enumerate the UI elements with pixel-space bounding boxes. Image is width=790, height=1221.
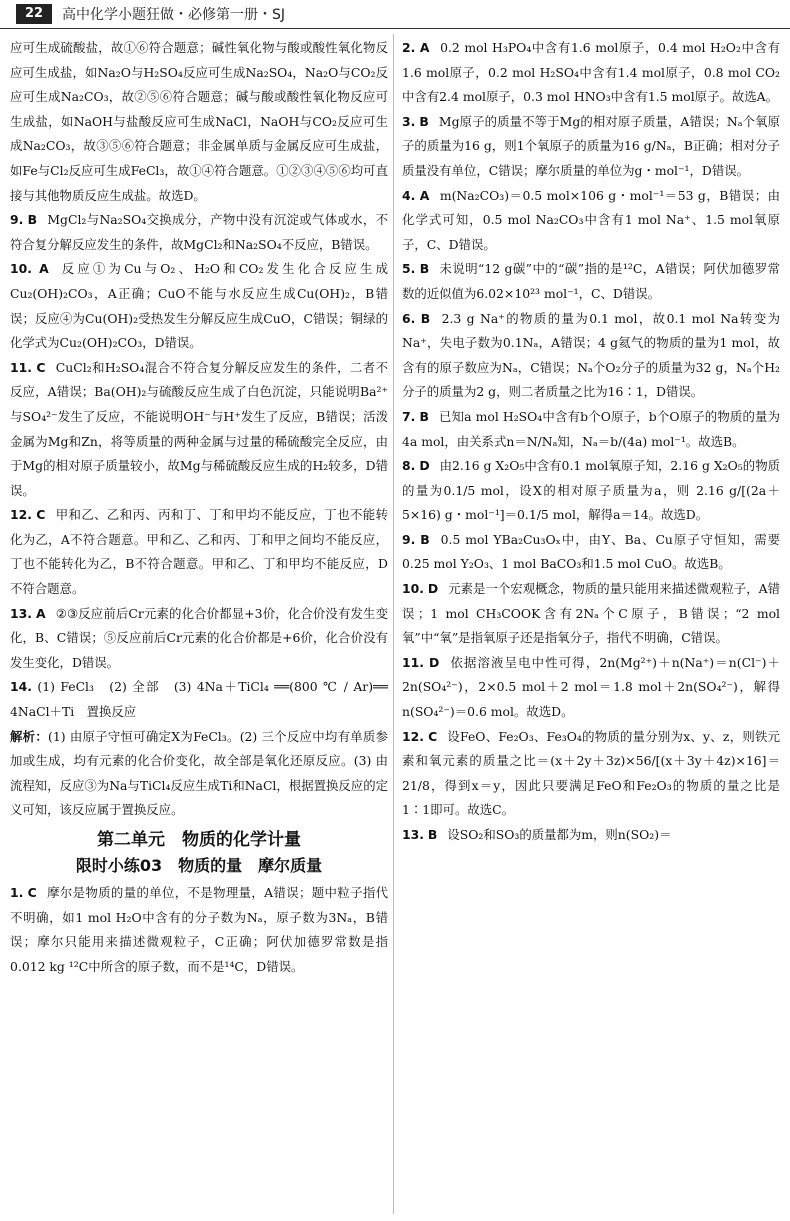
answer-text: CuCl₂和H₂SO₄混合不符合复分解反应发生的条件，二者不反应，A错误；Ba(OH)₂与硫酸反应生成了白色沉淀，只能说明Ba²⁺与SO₄²⁻发生了反应，不能说明OH⁻与H⁺发生了反应，B错误；活泼金属为Mg和Zn，将等质量的两种金属与过量的稀硫酸完全反应，由于Mg的相对原子质量较小，故Mg与稀硫酸反应生成的H₂较多，D错误。: [10, 359, 388, 498]
explanation-14: [10, 725, 388, 823]
answer-text: 0.5 mol YBa₂Cu₃Oₓ中，由Y、Ba、Cu原子守恒知，需要0.25 mol Y₂O₃、1 mol BaCO₃和1.5 mol CuO。故选B。: [402, 531, 780, 572]
answer-text: 设FeO、Fe₂O₃、Fe₃O₄的物质的量分别为x、y、z，则铁元素和氧元素的质量之比＝(x＋2y＋3z)×56/[(x＋3y＋4z)×16]＝21/8，得到x＝y，因此只要满足FeO和Fe₂O₃的物质的量之比是1∶1即可。故选C。: [402, 728, 780, 818]
continued-explanation: 应可生成硫酸盐，故①⑥符合题意；碱性氧化物与酸或酸性氧化物反应可生成盐，如Na₂O与H₂SO₄反应可生成Na₂SO₄，Na₂O与CO₂反应可生成Na₂CO₃，故②⑤⑥符合题意；碱与酸或酸性氧化物反应可生成盐，如NaOH与盐酸反应可生成NaCl，NaOH与CO₂反应可生成Na₂CO₃，故③⑤⑥符合题意；非金属单质与金属反应可生成盐，如Fe与Cl₂反应可生成FeCl₃，故①④符合题意。①②③④⑤⑥均可直接与其他物质反应生成盐。故选D。: [10, 40, 388, 203]
answer-item-4: [402, 184, 780, 258]
answer-text: MgCl₂与Na₂SO₄交换成分，产物中没有沉淀或气体或水，不符合复分解反应发生的条件，故MgCl₂和Na₂SO₄不反应，B错误。: [10, 212, 388, 252]
section-title: 第二单元 物质的化学计量: [97, 830, 301, 850]
answer-item-3: [402, 110, 780, 184]
item-number: 3.: [402, 113, 416, 129]
answer-item-9: [10, 208, 388, 257]
answer-letter: B: [420, 310, 431, 326]
answer-letter: B: [27, 212, 38, 228]
item-number: 11.: [10, 359, 32, 375]
answer-letter: C: [27, 885, 37, 900]
column-divider: [393, 34, 394, 1214]
answer-letter: A: [419, 40, 430, 55]
answer-item-12: [402, 725, 780, 823]
answer-item-12: [10, 503, 388, 601]
answer-letter: A: [36, 605, 46, 621]
section-subtitle: 限时小练03 物质的量 摩尔质量: [75, 856, 323, 875]
answer-text: 摩尔是物质的量的单位，不是物理量，A错误；题中粒子指代不明确，如1 mol H₂O中含有的分子数为Nₐ，原子数为3Nₐ，B错误；摩尔只能用来描述微观粒子，C正确；阿伏加德罗常数是指0.012 kg ¹²C中所含的原子数，而不是¹⁴C，D错误。: [10, 885, 388, 974]
item-number: 2.: [402, 40, 416, 55]
answer-item-8: [402, 454, 780, 528]
answer-text: 未说明“12 g碳”中的“碳”指的是¹²C，A错误；阿伏加德罗常数的近似值为6.02×10²³ mol⁻¹，C、D错误。: [402, 261, 780, 301]
item-number: 12.: [10, 507, 32, 523]
answer-text: 元素是一个宏观概念，物质的量只能用来描述微观粒子，A错误；1 mol CH₃COOK含有2Nₐ个C原子，B错误；“2 mol氧”中“氧”是指氧原子还是指氧分子，指代不明确，C错误。: [402, 581, 780, 646]
answer-letter: C: [36, 359, 46, 375]
item-number: 4.: [402, 187, 416, 203]
explanation-text: (1) 由原子守恒可确定X为FeCl₃。(2) 三个反应中均有单质参加或生成，均有元素的化合价变化，故全部是氧化还原反应。(3) 由流程知，反应③为Na与TiCl₄反应生成Ti和NaCl，根据置换反应的定义可知，该反应属于置换反应。: [10, 728, 388, 818]
item-number: 11.: [402, 654, 424, 670]
running-title: 高中化学小题狂做・必修第一册・SJ: [62, 7, 286, 23]
answer-item-10: [10, 257, 388, 355]
answer-item-5: [402, 257, 780, 306]
answer-text: m(Na₂CO₃)＝0.5 mol×106 g・mol⁻¹＝53 g，B错误；由化学式可知，0.5 mol Na₂CO₃中含有1 mol Na⁺、1.5 mol氧原子，C、D错误。: [402, 187, 780, 252]
item-number: 9.: [10, 212, 24, 228]
answer-text: (1) FeCl₃ (2) 全部 (3) 4Na＋TiCl₄ ══(800 ℃ / Ar)══ 4NaCl＋Ti 置换反应: [10, 679, 388, 720]
answer-item-11: [10, 356, 388, 504]
answer-item-10: [402, 577, 780, 651]
answer-item-1: [10, 881, 388, 979]
answer-text: 2.3 g Na⁺的物质的量为0.1 mol，故0.1 mol Na转变为Na⁺，失电子数为0.1Nₐ，A错误；4 g氦气的物质的量为1 mol，故含有的原子数应为Nₐ，C错误；Nₐ个O₂分子的质量为32 g，Nₐ个H₂分子的质量为2 g，则二者质量之比为16∶1，D错误。: [402, 310, 780, 400]
item-number: 8.: [402, 458, 416, 474]
answer-item-14: [10, 675, 388, 724]
item-number: 13.: [10, 605, 32, 621]
page-number: 22: [16, 4, 52, 24]
answer-text: 设SO₂和SO₃的质量都为m，则n(SO₂)＝: [447, 827, 672, 842]
answer-text: 由2.16 g X₂O₅中含有0.1 mol氧原子知，2.16 g X₂O₅的物质的量为0.1/5 mol，设X的相对原子质量为a，则 2.16 g/[(2a＋5×16) g・mol⁻¹]＝0.1/5 mol，解得a＝14。故选D。: [402, 458, 780, 523]
answer-letter: B: [420, 531, 430, 547]
answer-letter: A: [419, 187, 430, 203]
answer-text: 已知a mol H₂SO₄中含有b个O原子，b个O原子的物质的量为4a mol，由关系式n＝N/Nₐ知，Nₐ＝b/(4a) mol⁻¹。故选B。: [402, 408, 780, 449]
explanation-label: 解析：: [10, 728, 49, 744]
item-number: 6.: [402, 310, 416, 326]
answer-letter: B: [419, 113, 429, 129]
answer-letter: D: [419, 458, 430, 474]
item-number: 7.: [402, 408, 416, 424]
item-number: 9.: [402, 531, 416, 547]
answer-letter: B: [419, 261, 430, 277]
answer-letter: D: [427, 581, 439, 597]
answer-text: 依据溶液呈电中性可得，2n(Mg²⁺)＋n(Na⁺)＝n(Cl⁻)＋2n(SO₄²⁻)，2×0.5 mol＋2 mol＝1.8 mol＋2n(SO₄²⁻)，解得n(SO₄²⁻)＝0.6 mol。故选D。: [402, 654, 780, 720]
answer-text: 甲和乙、乙和丙、丙和丁、丁和甲均不能反应，丁也不能转化为乙，A不符合题意。甲和乙、乙和丙、丁和甲之间均不能反应，丁也不能转化为乙，B不符合题意。甲和乙、丁和甲均不能反应，D不符合题意。: [10, 507, 388, 597]
answer-text: Mg原子的质量不等于Mg的相对原子质量，A错误；Nₐ个氧原子的质量为16 g，则1个氧原子的质量为16 g/Nₐ，B正确；相对分子质量没有单位，C错误；摩尔质量的单位为g・mol⁻¹，D错误。: [402, 113, 780, 178]
right-column: [402, 36, 780, 848]
left-column: [10, 36, 388, 979]
answer-letter: C: [428, 728, 438, 744]
answer-letter: A: [39, 261, 49, 277]
answer-item-7: [402, 405, 780, 454]
item-number: 5.: [402, 261, 416, 277]
answer-text: 0.2 mol H₃PO₄中含有1.6 mol原子，0.4 mol H₂O₂中含有1.6 mol原子，0.2 mol H₂SO₄中含有1.4 mol原子，0.8 mol CO₂中含有2.4 mol原子，0.3 mol HNO₃中含有1.5 mol原子。故选A。: [402, 40, 780, 105]
item-number: 13.: [402, 827, 424, 842]
answer-item-6: [402, 307, 780, 405]
answer-text: 反应①为Cu与O₂、H₂O和CO₂发生化合反应生成Cu₂(OH)₂CO₃，A正确；CuO不能与水反应生成Cu(OH)₂，B错误；反应④为Cu(OH)₂受热发生分解反应生成CuO，C错误；铜绿的化学式为Cu₂(OH)₂CO₃，D错误。: [10, 261, 388, 351]
answer-item-2: [402, 36, 780, 110]
answer-item-13: [10, 602, 388, 676]
item-number: 1.: [10, 885, 24, 900]
answer-letter: D: [429, 654, 440, 670]
answer-letter: C: [36, 507, 46, 523]
page-header: [0, 0, 790, 29]
answer-letter: B: [419, 408, 429, 424]
answer-item-9: [402, 528, 780, 577]
answer-letter: B: [427, 827, 438, 842]
answer-text: ②③反应前后Cr元素的化合价都显+3价，化合价没有发生变化，B、C错误；⑤反应前后Cr元素的化合价都是+6价，化合价没有发生变化，D错误。: [10, 605, 388, 670]
item-number: 14.: [10, 679, 32, 695]
item-number: 10.: [10, 261, 32, 277]
answer-item-13: [402, 823, 780, 848]
item-number: 10.: [402, 581, 424, 597]
item-number: 12.: [402, 728, 424, 744]
answer-item-11: [402, 651, 780, 725]
